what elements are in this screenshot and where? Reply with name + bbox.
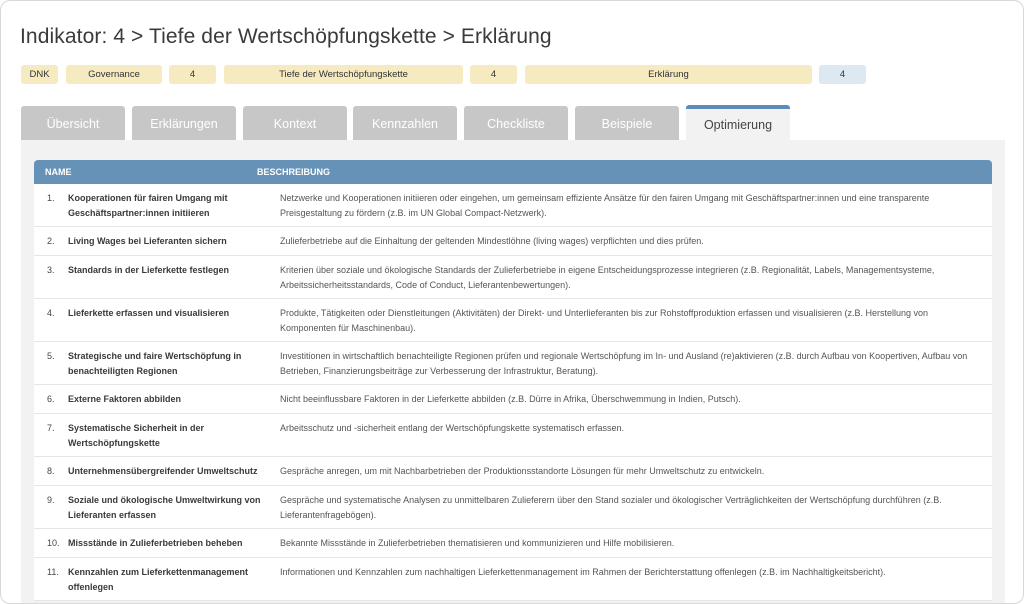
row-number: 4. [47,308,55,318]
row-name: Strategische und faire Wertschöpfung in benachteiligten Regionen [68,351,242,376]
tab-panel-optimierung [21,140,1005,604]
table-row[interactable] [34,184,992,227]
row-name: Missstände in Zulieferbetrieben beheben [68,538,243,548]
table-row[interactable] [34,486,992,529]
table-row[interactable] [34,227,992,256]
table-row[interactable] [34,457,992,486]
tab-kennzahlen[interactable]: Kennzahlen [353,106,457,141]
tab-erklaerungen[interactable]: Erklärungen [132,106,236,141]
row-number: 5. [47,351,55,361]
row-number: 8. [47,466,55,476]
row-description: Nicht beeinflussbare Faktoren in der Lieferkette abbilden (z.B. Dürre in Afrika, Überschwemmung in Indien, Putsch). [280,394,741,404]
row-name: Unternehmensübergreifender Umweltschutz [68,466,258,476]
row-number: 2. [47,236,55,246]
tab-beispiele[interactable]: Beispiele [575,106,679,141]
row-name: Standards in der Lieferkette festlegen [68,265,230,275]
page-title: Indikator: 4 > Tiefe der Wertschöpfungskette > Erklärung [20,25,552,48]
row-name: Kennzahlen zum Lieferkettenmanagement offenlegen [68,567,249,592]
breadcrumb-item-dnk[interactable]: DNK [21,65,58,84]
row-description: Arbeitsschutz und -sicherheit entlang der Wertschöpfungskette systematisch erfassen. [280,423,625,433]
row-name: Systematische Sicherheit in der Wertschöpfungskette [68,423,205,448]
row-name: Soziale und ökologische Umweltwirkung von Lieferanten erfassen [68,495,261,520]
breadcrumb-item-section[interactable]: Erklärung [525,65,812,84]
row-number: 1. [47,193,55,203]
row-number: 10. [47,538,60,548]
row-description: Gespräche anregen, um mit Nachbarbetrieben der Produktionsstandorte Lösungen für mehr Umweltschutz zu entwickeln. [280,466,765,476]
row-name: Externe Faktoren abbilden [68,394,182,404]
table-header [34,160,992,184]
table-row[interactable] [34,385,992,414]
row-description: Zulieferbetriebe auf die Einhaltung der geltenden Mindestlöhne (living wages) verpflichten und dies prüfen. [280,236,704,246]
table-row[interactable] [34,256,992,299]
row-number: 9. [47,495,55,505]
breadcrumb-item-section-number[interactable]: 4 [819,65,866,84]
optimization-table [34,160,992,601]
table-row[interactable] [34,558,992,601]
tab-optimierung[interactable]: Optimierung [686,105,790,141]
table-row[interactable] [34,414,992,457]
table-row[interactable] [34,342,992,385]
row-name: Living Wages bei Lieferanten sichern [68,236,227,246]
row-description: Bekannte Missstände in Zulieferbetrieben thematisieren und kommunizieren und Hilfe mobilisieren. [280,538,675,548]
tab-kontext[interactable]: Kontext [243,106,347,141]
breadcrumb-item-governance-number[interactable]: 4 [169,65,216,84]
row-description: Kriterien über soziale und ökologische Standards der Zulieferbetriebe in eigene Entscheidungsprozesse integrieren (z.B. Regionalität, Labels, Managementsysteme, Arbeitssicherheitsstandards, Code of Conduct, Lieferantenbewertungen). [280,265,935,290]
table-row[interactable] [34,529,992,558]
row-description: Netzwerke und Kooperationen initiieren oder eingehen, um gemeinsam effiziente Ansätze für den fairen Umgang mit Geschäftspartner:innen und eine transparente Preisgestaltung zu fördern (z.B. im UN Global Compact-Netzwerk). [280,193,930,218]
row-description: Produkte, Tätigkeiten oder Dienstleitungen (Aktivitäten) der Direkt- und Unterlieferanten bis zur Rohstoffproduktion erfassen und visualisieren (z.B. Herstellung von Komponenten für Maschinenbau). [280,308,929,333]
breadcrumb-item-indicator-number[interactable]: 4 [470,65,517,84]
column-header-name: NAME [45,167,72,177]
row-description: Informationen und Kennzahlen zum nachhaltigen Lieferkettenmanagement im Rahmen der Berichterstattung offenlegen (z.B. im Nachhaltigkeitsbericht). [280,567,886,577]
row-description: Investitionen in wirtschaftlich benachteiligte Regionen prüfen und regionale Wertschöpfung im In- und Ausland (re)aktivieren (z.B. durch Aufbau von Koopertiven, Aufbau von Betrieben, Finanzierungsbeiträge zur Verbesserung der Infrastruktur, Beratung). [280,351,968,376]
row-description: Gespräche und systematische Analysen zu unmittelbaren Zulieferern über den Stand sozialer und ökologischer Verträglichkeiten der Wertschöpfung durchführen (z.B. Lieferantenfragebögen). [280,495,942,520]
row-number: 7. [47,423,55,433]
table-row[interactable] [34,299,992,342]
row-number: 11. [47,567,59,577]
breadcrumb-item-governance[interactable]: Governance [66,65,162,84]
column-header-description: BESCHREIBUNG [257,167,331,177]
row-number: 6. [47,394,55,404]
tab-checkliste[interactable]: Checkliste [464,106,568,141]
breadcrumb-item-indicator[interactable]: Tiefe der Wertschöpfungskette [224,65,463,84]
row-number: 3. [47,265,55,275]
row-name: Kooperationen für fairen Umgang mit Geschäftspartner:innen initiieren [68,193,228,218]
tab-uebersicht[interactable]: Übersicht [21,106,125,141]
row-name: Lieferkette erfassen und visualisieren [68,308,230,318]
